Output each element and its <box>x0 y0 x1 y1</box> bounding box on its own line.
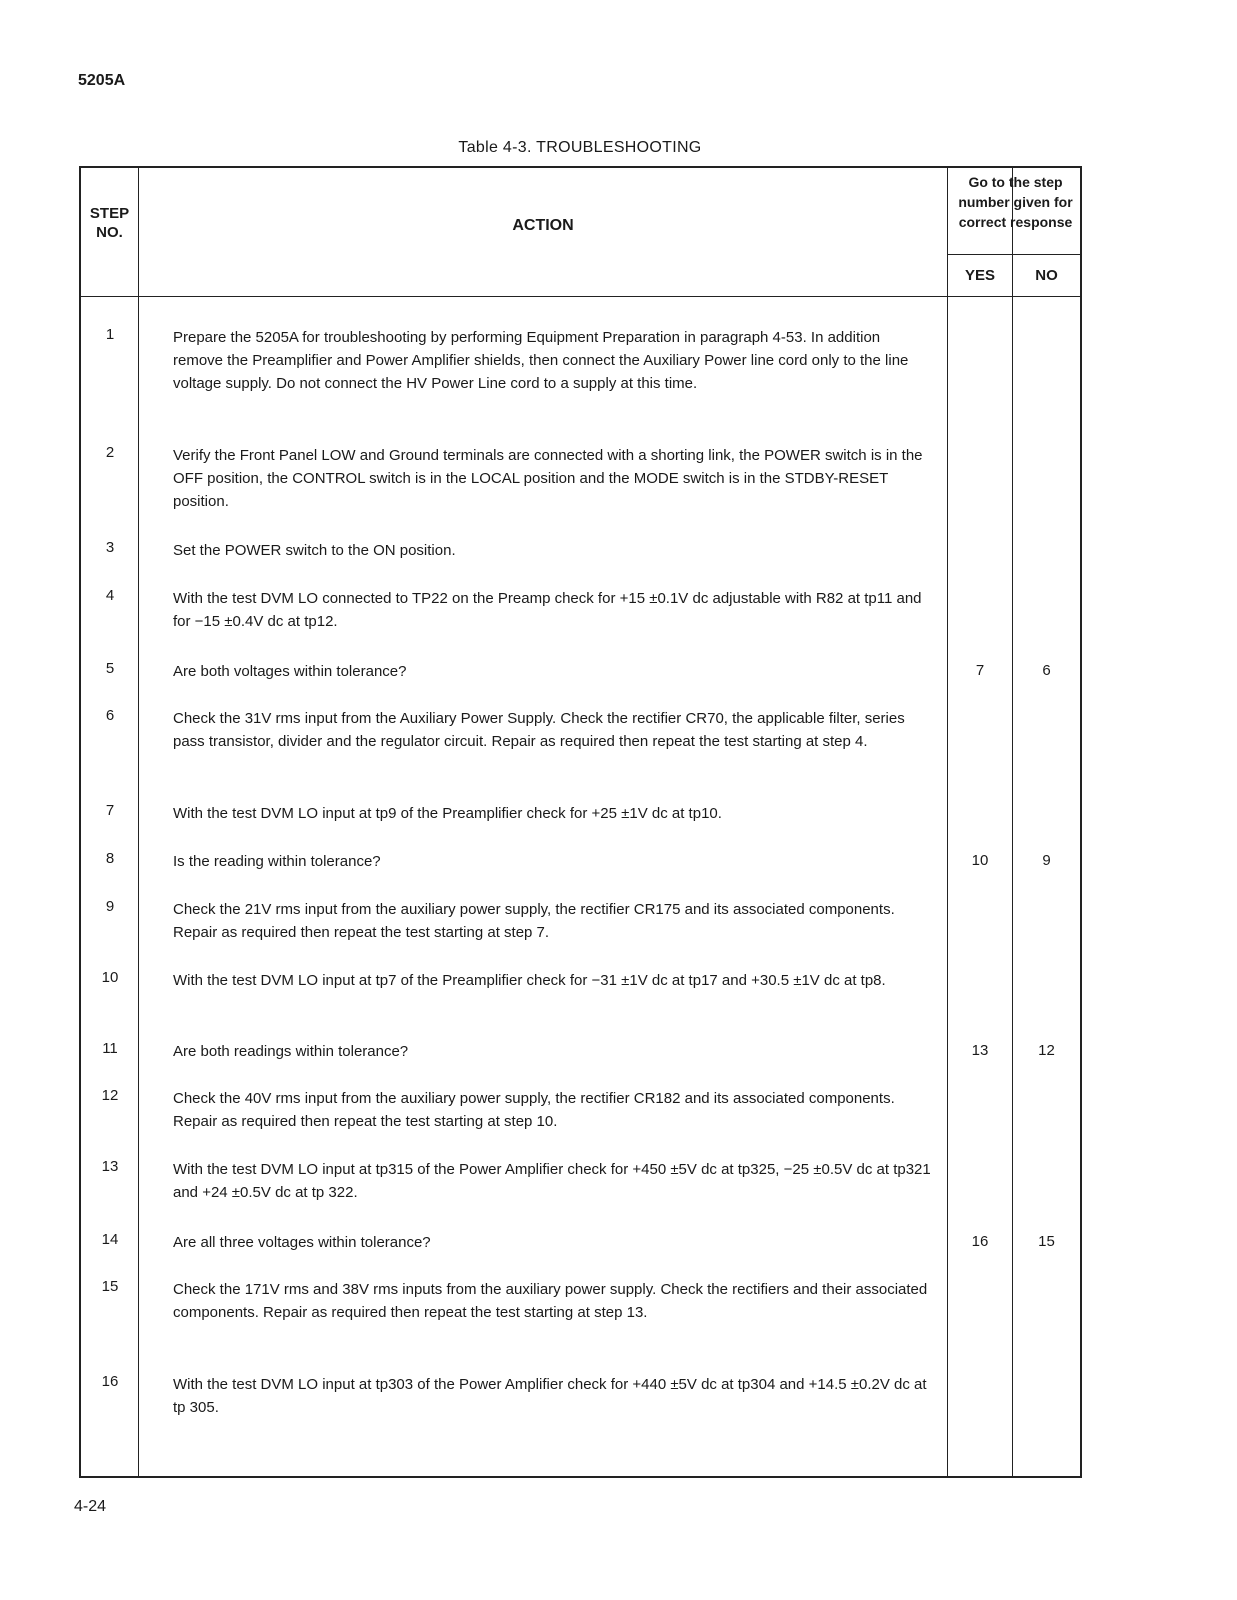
table-caption: Table 4-3. TROUBLESHOOTING <box>458 139 702 156</box>
yes-goto: 13 <box>971 1042 989 1059</box>
action-text: Is the reading within tolerance? <box>173 853 381 870</box>
step-number: 12 <box>101 1087 119 1104</box>
action-text: With the test DVM LO input at tp9 of the Preamplifier check for +25 ±1V dc at tp10. <box>173 805 722 822</box>
page-number: 4-24 <box>74 1498 107 1515</box>
no-goto: 12 <box>1038 1042 1055 1059</box>
step-number: 5 <box>105 660 115 677</box>
step-number: 4 <box>105 587 115 604</box>
action-text: Verify the Front Panel LOW and Ground terminals are connected with a shorting link, the POWER switch is in the OFF position, the CONTROL switch is in the LOCAL position and the MODE switch is in the STDBY-RESET position. <box>173 447 923 510</box>
step-number: 15 <box>101 1278 119 1295</box>
action-text: Check the 21V rms input from the auxiliary power supply, the rectifier CR175 and its associated components. Repair as required then repeat the test starting at step 7. <box>173 901 895 941</box>
document-code: 5205A <box>78 72 126 89</box>
step-number: 16 <box>101 1373 119 1390</box>
action-text: Set the POWER switch to the ON position. <box>173 542 456 559</box>
column-divider-action <box>947 168 948 1476</box>
header-no: NO <box>1035 267 1058 284</box>
yes-goto: 10 <box>971 852 989 869</box>
column-divider-yes <box>1012 168 1013 1476</box>
yes-goto: 16 <box>971 1233 989 1250</box>
step-number: 1 <box>105 326 115 343</box>
header-bottom-divider <box>81 296 1080 297</box>
no-goto: 6 <box>1042 662 1051 679</box>
action-text: With the test DVM LO input at tp7 of the Preamplifier check for −31 ±1V dc at tp17 and +30.5 ±1V dc at tp8. <box>173 972 886 989</box>
step-number: 10 <box>101 969 119 986</box>
step-number: 3 <box>105 539 115 556</box>
action-text: Check the 171V rms and 38V rms inputs from the auxiliary power supply. Check the rectifiers and their associated components. Repair as required then repeat the test starting at step 13. <box>173 1281 928 1321</box>
header-action: ACTION <box>512 217 574 234</box>
goto-header-divider <box>947 254 1080 255</box>
action-text: Prepare the 5205A for troubleshooting by performing Equipment Preparation in paragraph 4-53. In addition remove the Preamplifier and Power Amplifier shields, then connect the Auxiliary Power line cord only to the line voltage supply. Do not connect the HV Power Line cord to a supply at this time. <box>173 329 909 392</box>
no-goto: 15 <box>1038 1233 1055 1250</box>
troubleshooting-table <box>79 166 1082 1478</box>
header-step-no: STEP NO. <box>89 205 130 241</box>
step-number: 14 <box>101 1231 119 1248</box>
step-number: 13 <box>101 1158 119 1175</box>
step-number: 8 <box>105 850 115 867</box>
header-yes: YES <box>964 267 995 284</box>
action-text: Are all three voltages within tolerance? <box>173 1234 431 1251</box>
step-number: 2 <box>105 444 115 461</box>
header-goto: Go to the step number given for correct response <box>958 174 1073 230</box>
action-text: With the test DVM LO input at tp303 of the Power Amplifier check for +440 ±5V dc at tp304 and +14.5 ±0.2V dc at tp 305. <box>173 1376 927 1416</box>
yes-goto: 7 <box>975 662 985 679</box>
step-number: 6 <box>105 707 115 724</box>
action-text: Check the 40V rms input from the auxiliary power supply, the rectifier CR182 and its associated components. Repair as required then repeat the test starting at step 10. <box>173 1090 895 1130</box>
action-text: With the test DVM LO input at tp315 of the Power Amplifier check for +450 ±5V dc at tp325, −25 ±0.5V dc at tp321 and +24 ±0.5V dc at tp 322. <box>173 1161 931 1201</box>
action-text: Check the 31V rms input from the Auxiliary Power Supply. Check the rectifier CR70, the applicable filter, series pass transistor, divider and the regulator circuit. Repair as required then repeat the test starting at step 4. <box>173 710 905 750</box>
action-text: Are both voltages within tolerance? <box>173 663 407 680</box>
action-text: Are both readings within tolerance? <box>173 1043 409 1060</box>
no-goto: 9 <box>1042 852 1051 869</box>
action-text: With the test DVM LO connected to TP22 on the Preamp check for +15 ±0.1V dc adjustable with R82 at tp11 and for −15 ±0.4V dc at tp12. <box>173 590 922 630</box>
step-number: 9 <box>105 898 115 915</box>
step-number: 11 <box>102 1040 118 1057</box>
step-number: 7 <box>105 802 115 819</box>
